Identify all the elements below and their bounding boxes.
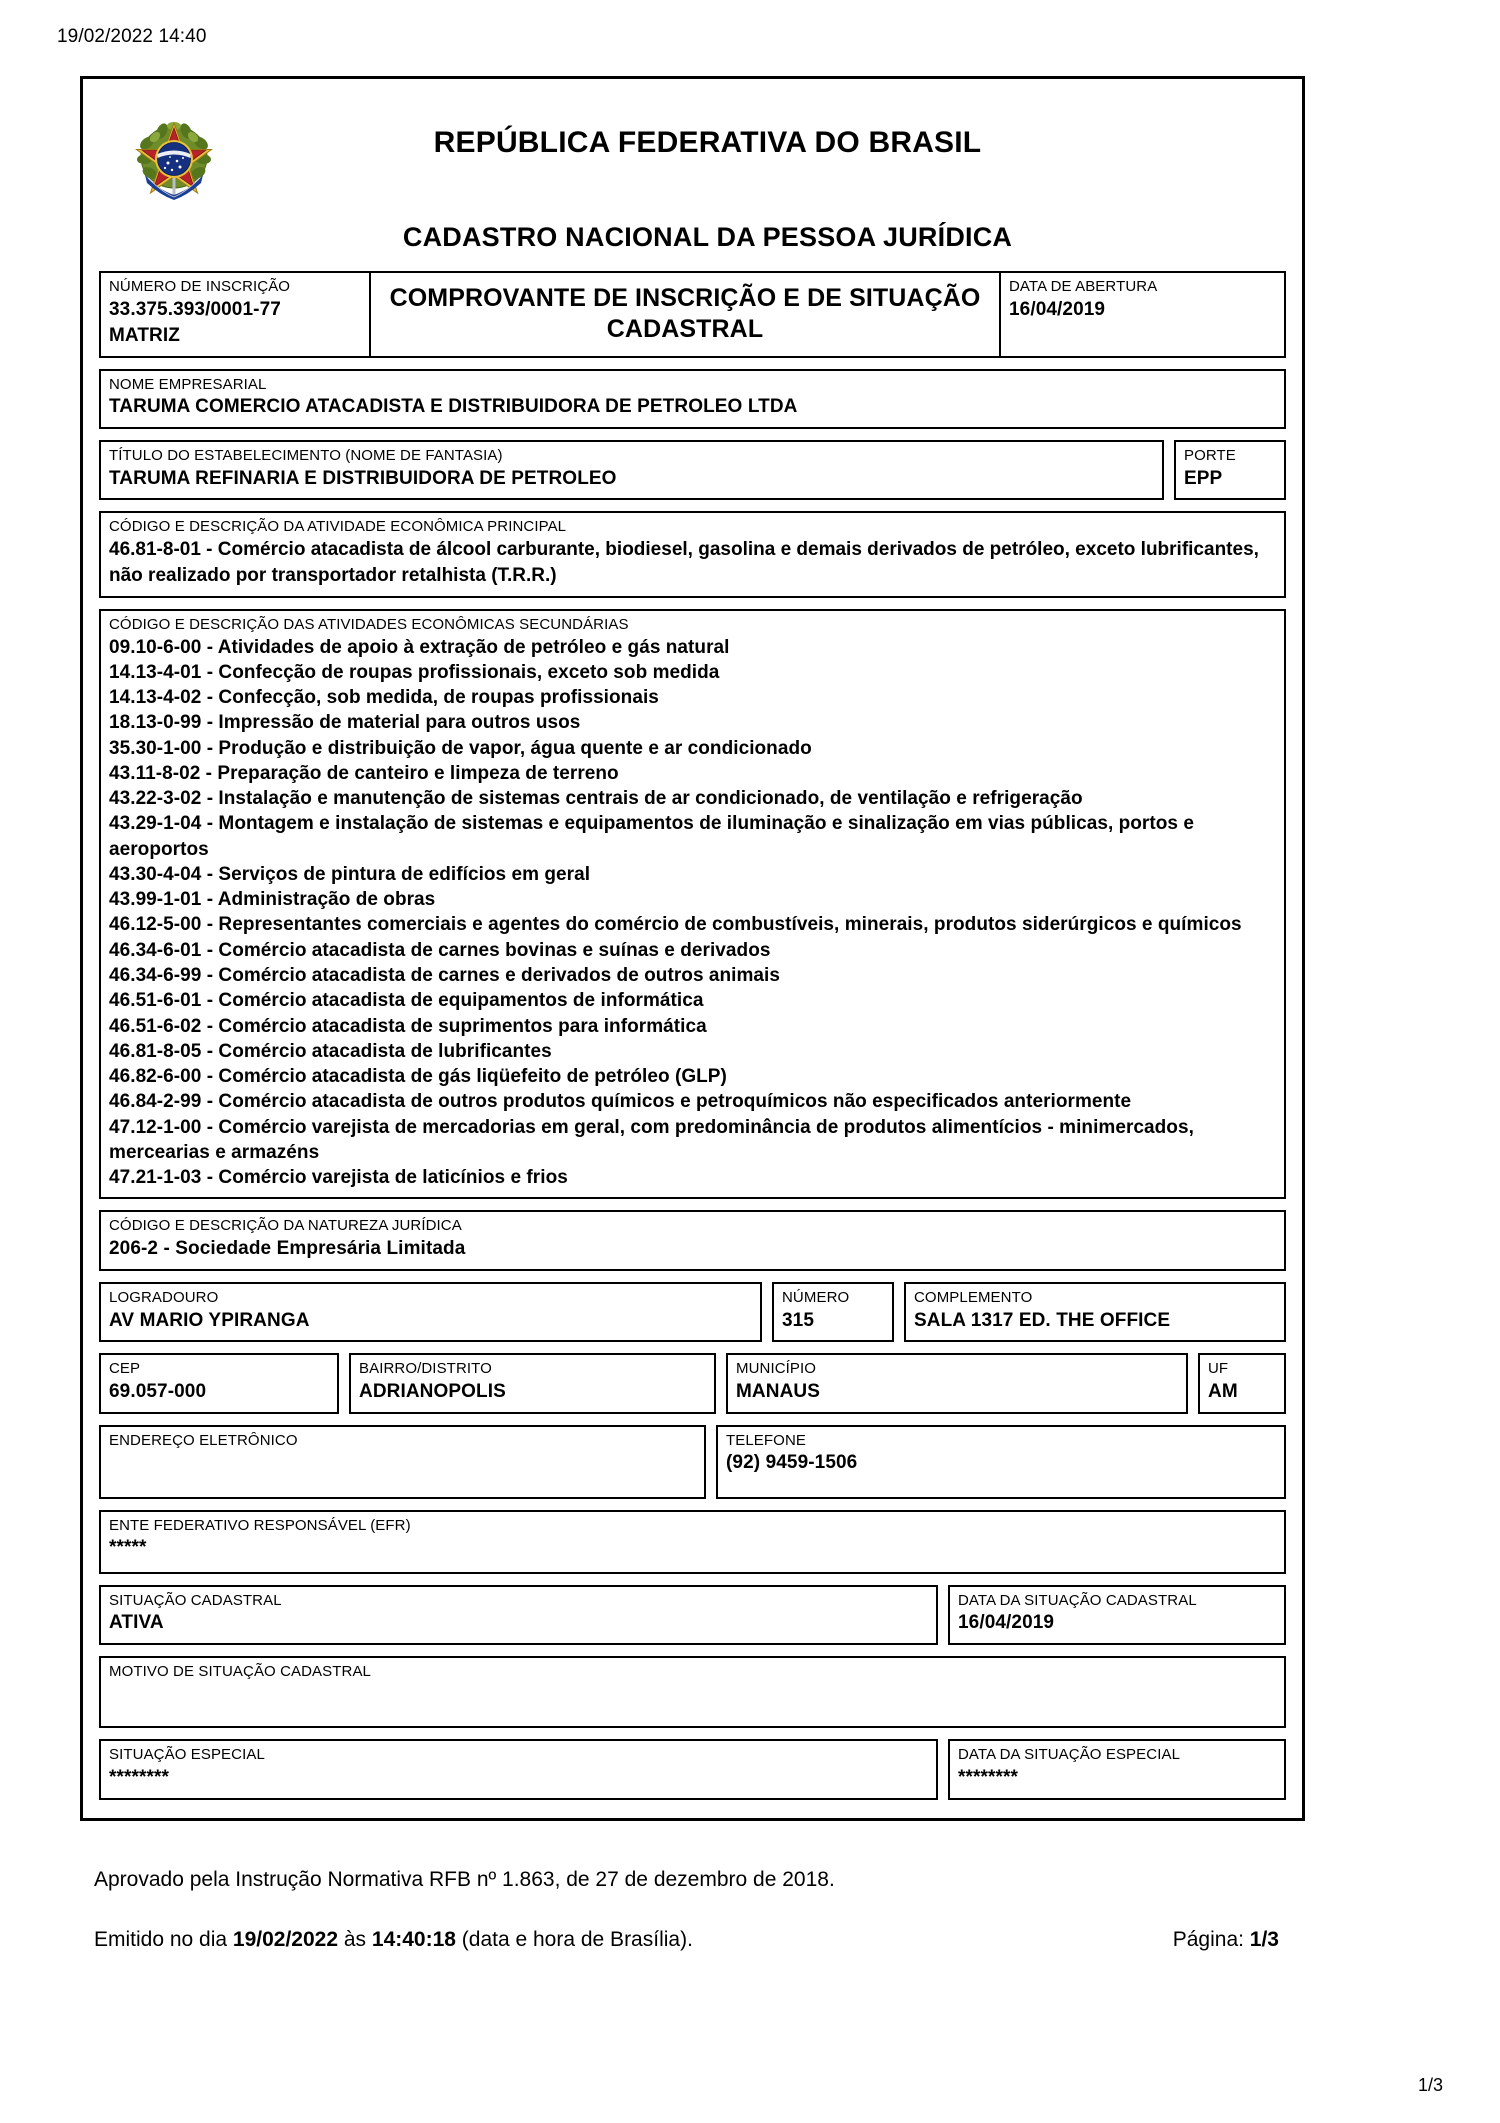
atividade-secundaria-item: 35.30-1-00 - Produção e distribuição de vapor, água quente e ar condicionado: [109, 737, 812, 759]
endereco-eletronico-label: ENDEREÇO ELETRÔNICO: [109, 1431, 298, 1449]
row-motivo-situacao: [99, 1656, 1286, 1728]
situacao-especial-value: ********: [109, 1766, 169, 1788]
masthead: [99, 93, 1286, 271]
data-abertura-value: 16/04/2019: [1009, 299, 1106, 321]
atividade-secundaria-item: 46.34-6-01 - Comércio atacadista de carnes bovinas e suínas e derivados: [109, 939, 771, 961]
field-data-situacao-cadastral: [948, 1585, 1286, 1645]
atividades-secundarias-list: [109, 635, 1276, 1191]
atividade-secundaria-item: 43.30-4-04 - Serviços de pintura de edifícios em geral: [109, 863, 591, 885]
natureza-juridica-label: CÓDIGO E DESCRIÇÃO DA NATUREZA JURÍDICA: [109, 1217, 462, 1235]
document-sheet: [80, 76, 1305, 1952]
telefone-label: TELEFONE: [726, 1431, 806, 1449]
brazil-coat-of-arms-icon: [99, 107, 249, 203]
atividade-secundaria-item: 47.21-1-03 - Comércio varejista de laticínios e frios: [109, 1167, 568, 1189]
uf-label: UF: [1208, 1360, 1229, 1378]
legal-emission-row: [94, 1928, 1297, 1952]
nome-empresarial-value: TARUMA COMERCIO ATACADISTA E DISTRIBUIDORA DE PETROLEO LTDA: [109, 396, 798, 418]
row-atividade-principal: [99, 511, 1286, 597]
uf-value: AM: [1208, 1381, 1238, 1403]
cnpj-certificate-box: [80, 76, 1305, 1821]
emission-prefix: Emitido no dia: [94, 1927, 233, 1951]
situacao-cadastral-value: ATIVA: [109, 1612, 164, 1634]
titulo-estabelecimento-value: TARUMA REFINARIA E DISTRIBUIDORA DE PETROLEO: [109, 467, 617, 489]
porte-value: EPP: [1184, 467, 1223, 489]
legal-footer: [80, 1865, 1305, 1952]
field-situacao-especial: [99, 1739, 938, 1799]
atividade-secundaria-item: 18.13-0-99 - Impressão de material para outros usos: [109, 712, 581, 734]
row-endereco-1: [99, 1282, 1286, 1342]
field-bairro: [349, 1353, 716, 1413]
atividade-secundaria-item: 46.34-6-99 - Comércio atacadista de carnes e derivados de outros animais: [109, 965, 780, 986]
situacao-cadastral-label: SITUAÇÃO CADASTRAL: [109, 1591, 282, 1609]
emission-mid: às: [338, 1927, 372, 1951]
complemento-label: COMPLEMENTO: [914, 1288, 1033, 1306]
efr-label: ENTE FEDERATIVO RESPONSÁVEL (EFR): [109, 1516, 411, 1534]
field-cep: [99, 1353, 339, 1413]
logradouro-value: AV MARIO YPIRANGA: [109, 1309, 310, 1331]
atividade-secundaria-item: 46.51-6-01 - Comércio atacadista de equipamentos de informática: [109, 990, 704, 1012]
row-natureza-juridica: [99, 1210, 1286, 1270]
field-atividade-principal: [99, 511, 1286, 597]
cep-label: CEP: [109, 1360, 141, 1378]
header-strip: [99, 271, 1286, 357]
data-situacao-especial-value: ********: [958, 1766, 1018, 1788]
field-efr: [99, 1510, 1286, 1574]
emission-date: 19/02/2022: [232, 1927, 339, 1951]
atividade-secundaria-item: 43.99-1-01 - Administração de obras: [109, 889, 436, 911]
municipio-value: MANAUS: [736, 1381, 820, 1403]
page-label: Página:: [1172, 1927, 1250, 1951]
atividade-secundaria-item: 46.81-8-05 - Comércio atacadista de lubrificantes: [109, 1040, 552, 1062]
field-municipio: [726, 1353, 1188, 1413]
atividades-secundarias-label: CÓDIGO E DESCRIÇÃO DAS ATIVIDADES ECONÔMICAS SECUNDÁRIAS: [109, 615, 629, 633]
nome-empresarial-label: NOME EMPRESARIAL: [109, 375, 267, 393]
row-nome-empresarial: [99, 369, 1286, 429]
endereco-eletronico-value: [109, 1451, 696, 1473]
atividade-secundaria-item: 14.13-4-01 - Confecção de roupas profissionais, exceto sob medida: [109, 661, 720, 683]
atividade-secundaria-item: 47.12-1-00 - Comércio varejista de mercadorias em geral, com predominância de produtos alimentícios - minimercados, mercearias e armazéns: [109, 1116, 1194, 1163]
field-motivo-situacao: [99, 1656, 1286, 1728]
natureza-juridica-value: 206-2 - Sociedade Empresária Limitada: [109, 1238, 466, 1260]
bairro-value: ADRIANOPOLIS: [359, 1381, 506, 1403]
field-natureza-juridica: [99, 1210, 1286, 1270]
atividade-secundaria-item: 46.84-2-99 - Comércio atacadista de outros produtos químicos e petroquímicos não especificados anteriormente: [109, 1091, 1132, 1113]
row-situacao-especial: [99, 1739, 1286, 1799]
field-uf: [1198, 1353, 1286, 1413]
field-numero: [772, 1282, 894, 1342]
motivo-situacao-value: [109, 1683, 1276, 1705]
atividade-secundaria-item: 43.11-8-02 - Preparação de canteiro e limpeza de terreno: [109, 762, 619, 784]
row-titulo-porte: [99, 440, 1286, 500]
field-endereco-eletronico: [99, 1425, 706, 1499]
field-nome-empresarial: [99, 369, 1286, 429]
atividade-secundaria-item: 43.22-3-02 - Instalação e manutenção de sistemas centrais de ar condicionado, de ventilação e refrigeração: [109, 788, 1083, 810]
emission-text: [94, 1928, 693, 1952]
row-situacao-cadastral: [99, 1585, 1286, 1645]
field-telefone: [716, 1425, 1286, 1499]
municipio-label: MUNICÍPIO: [736, 1360, 817, 1378]
field-porte: [1174, 440, 1286, 500]
data-abertura-label: DATA DE ABERTURA: [1009, 278, 1158, 296]
titulo-estabelecimento-label: TÍTULO DO ESTABELECIMENTO (NOME DE FANTASIA): [109, 446, 503, 464]
field-situacao-cadastral: [99, 1585, 938, 1645]
field-numero-inscricao: [101, 273, 369, 355]
row-endereco-2: [99, 1353, 1286, 1413]
atividade-secundaria-item: 09.10-6-00 - Atividades de apoio à extração de petróleo e gás natural: [109, 636, 730, 658]
field-complemento: [904, 1282, 1286, 1342]
field-atividades-secundarias: [99, 609, 1286, 1200]
atividade-secundaria-item: 46.82-6-00 - Comércio atacadista de gás liqüefeito de petróleo (GLP): [109, 1066, 727, 1088]
comprovante-title-text: COMPROVANTE DE INSCRIÇÃO E DE SITUAÇÃO CADASTRAL: [389, 284, 981, 344]
porte-label: PORTE: [1184, 446, 1236, 464]
data-situacao-cadastral-value: 16/04/2019: [958, 1612, 1055, 1634]
print-header-timestamp: 19/02/2022 14:40: [57, 26, 207, 47]
atividade-principal-value: 46.81-8-01 - Comércio atacadista de álcool carburante, biodiesel, gasolina e demais derivados de petróleo, exceto lubrificantes, não realizado por transportador retalhista (T.R.R.): [109, 539, 1259, 586]
complemento-value: SALA 1317 ED. THE OFFICE: [914, 1309, 1171, 1331]
field-data-situacao-especial: [948, 1739, 1286, 1799]
atividade-secundaria-item: 46.51-6-02 - Comércio atacadista de suprimentos para informática: [109, 1015, 707, 1037]
numero-label: NÚMERO: [782, 1288, 850, 1306]
republic-title: REPÚBLICA FEDERATIVA DO BRASIL: [433, 126, 982, 159]
page-value: 1/3: [1249, 1927, 1279, 1951]
cep-value: 69.057-000: [109, 1381, 207, 1403]
numero-inscricao-value: 33.375.393/0001-77: [109, 299, 281, 321]
field-logradouro: [99, 1282, 762, 1342]
bairro-label: BAIRRO/DISTRITO: [359, 1360, 492, 1378]
logradouro-label: LOGRADOURO: [109, 1288, 219, 1306]
row-atividades-secundarias: [99, 609, 1286, 1200]
row-efr: [99, 1510, 1286, 1574]
emission-suffix: (data e hora de Brasília).: [455, 1927, 693, 1951]
row-contato: [99, 1425, 1286, 1499]
atividade-secundaria-item: 43.29-1-04 - Montagem e instalação de sistemas e equipamentos de iluminação e sinalização em vias públicas, portos e aeroportos: [109, 813, 1194, 860]
efr-value: *****: [109, 1537, 147, 1559]
motivo-situacao-label: MOTIVO DE SITUAÇÃO CADASTRAL: [109, 1663, 372, 1681]
field-comprovante-title: [369, 273, 999, 355]
situacao-especial-label: SITUAÇÃO ESPECIAL: [109, 1746, 265, 1764]
numero-value: 315: [782, 1309, 815, 1331]
emission-time: 14:40:18: [371, 1927, 456, 1951]
masthead-titles: [249, 107, 1286, 261]
page-indicator: [1173, 1928, 1297, 1952]
numero-inscricao-label: NÚMERO DE INSCRIÇÃO: [109, 278, 291, 296]
data-situacao-especial-label: DATA DA SITUAÇÃO ESPECIAL: [958, 1746, 1181, 1764]
data-situacao-cadastral-label: DATA DA SITUAÇÃO CADASTRAL: [958, 1591, 1197, 1609]
atividade-secundaria-item: 46.12-5-00 - Representantes comerciais e agentes do comércio de combustíveis, minerais, produtos siderúrgicos e químicos: [109, 914, 1242, 936]
tipo-estabelecimento-value: MATRIZ: [109, 324, 180, 346]
cnpj-title: CADASTRO NACIONAL DA PESSOA JURÍDICA: [402, 222, 1013, 252]
field-data-abertura: [999, 273, 1284, 355]
atividade-principal-label: CÓDIGO E DESCRIÇÃO DA ATIVIDADE ECONÔMICA PRINCIPAL: [109, 518, 567, 536]
legal-approval-text: Aprovado pela Instrução Normativa RFB nº 1.863, de 27 de dezembro de 2018.: [94, 1867, 835, 1891]
telefone-value: (92) 9459-1506: [726, 1452, 858, 1474]
print-footer-page-number: 1/3: [1417, 2075, 1443, 2095]
atividade-secundaria-item: 14.13-4-02 - Confecção, sob medida, de roupas profissionais: [109, 687, 659, 709]
field-titulo-estabelecimento: [99, 440, 1164, 500]
